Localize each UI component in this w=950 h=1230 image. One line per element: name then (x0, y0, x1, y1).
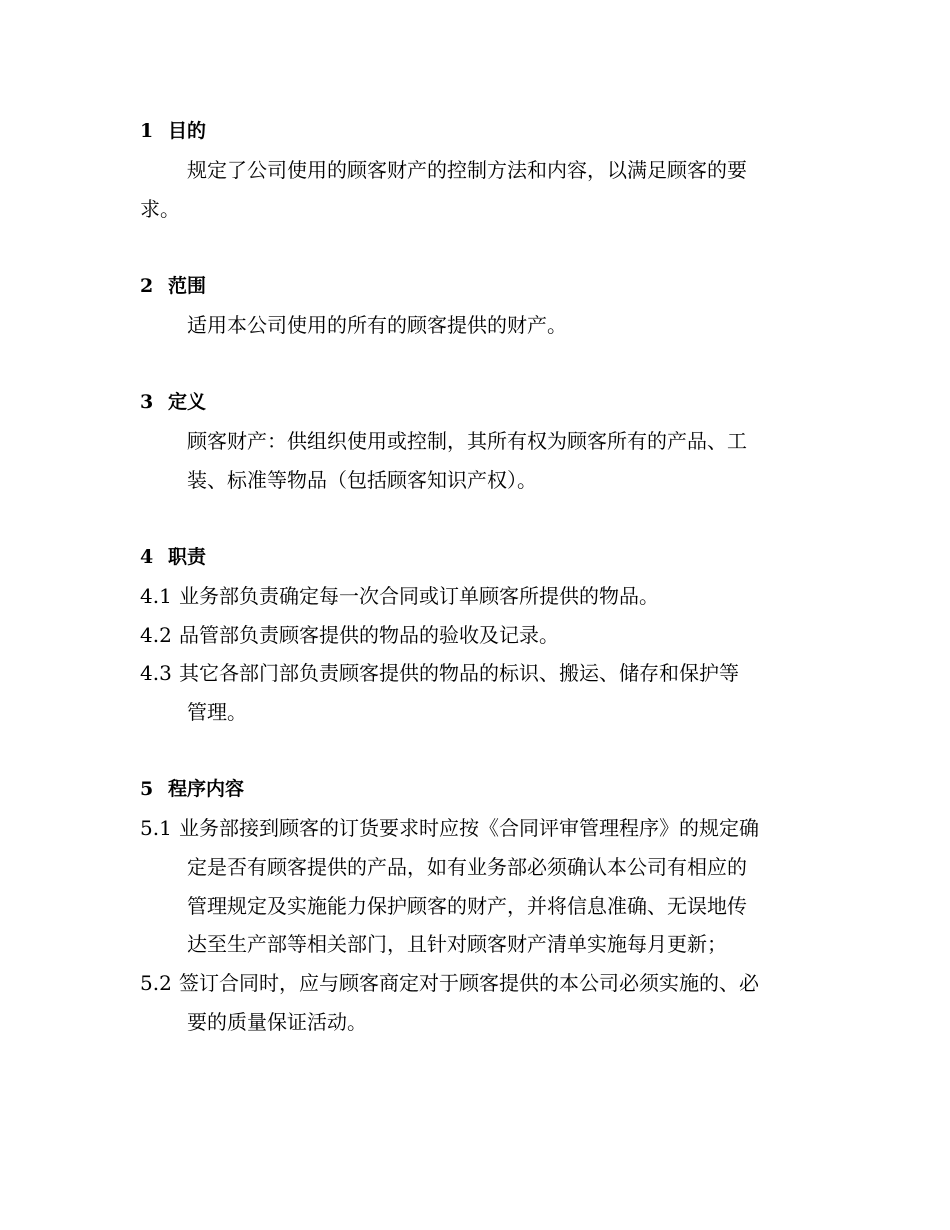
item-5-1-continuation-1: 定是否有顾客提供的产品，如有业务部必须确认本公司有相应的 (187, 855, 747, 879)
item-4-1 (140, 583, 659, 609)
item-text: 业务部接到顾客的订货要求时应按《合同评审管理程序》的规定确 (179, 816, 759, 840)
item-text: 品管部负责顾客提供的物品的验收及记录。 (179, 623, 559, 647)
section-number: 1 (140, 120, 154, 142)
item-text: 其它各部门部负责顾客提供的物品的标识、搬运、储存和保护等 (179, 661, 739, 685)
item-5-1 (140, 815, 759, 841)
item-text: 签订合同时，应与顾客商定对于顾客提供的本公司必须实施的、必 (179, 971, 759, 995)
item-5-2 (140, 970, 759, 996)
item-number: 4.3 (140, 661, 172, 685)
item-4-3-continuation: 管理。 (187, 700, 247, 724)
item-5-1-continuation-3: 达至生产部等相关部门，且针对顾客财产清单实施每月更新； (187, 932, 727, 956)
section-1-body-line-2: 求。 (140, 197, 180, 221)
section-number: 3 (140, 391, 154, 413)
item-text: 业务部负责确定每一次合同或订单顾客所提供的物品。 (179, 584, 659, 608)
section-5-heading (140, 776, 244, 802)
section-2-heading (140, 273, 206, 299)
item-number: 4.1 (140, 584, 172, 608)
section-title: 目的 (168, 120, 207, 142)
section-title: 职责 (168, 546, 207, 568)
item-4-3 (140, 660, 739, 686)
item-5-2-continuation: 要的质量保证活动。 (187, 1010, 367, 1034)
item-5-1-continuation-2: 管理规定及实施能力保护顾客的财产，并将信息准确、无误地传 (187, 894, 747, 918)
item-number: 5.1 (140, 816, 172, 840)
section-number: 4 (140, 546, 154, 568)
item-number: 4.2 (140, 623, 172, 647)
section-3-body-line-1: 顾客财产：供组织使用或控制，其所有权为顾客所有的产品、工 (187, 429, 747, 453)
section-number: 5 (140, 778, 154, 800)
section-title: 程序内容 (168, 778, 245, 800)
item-4-2 (140, 622, 559, 648)
section-title: 范围 (168, 275, 207, 297)
section-number: 2 (140, 275, 154, 297)
section-1-body-line-1: 规定了公司使用的顾客财产的控制方法和内容，以满足顾客的要 (187, 158, 747, 182)
section-3-body-line-2: 装、标准等物品（包括顾客知识产权）。 (187, 468, 537, 492)
item-number: 5.2 (140, 971, 172, 995)
section-title: 定义 (168, 391, 207, 413)
section-3-heading (140, 389, 206, 415)
section-4-heading (140, 544, 206, 570)
section-1-heading (140, 118, 206, 144)
section-2-body-line-1: 适用本公司使用的所有的顾客提供的财产。 (187, 313, 567, 337)
